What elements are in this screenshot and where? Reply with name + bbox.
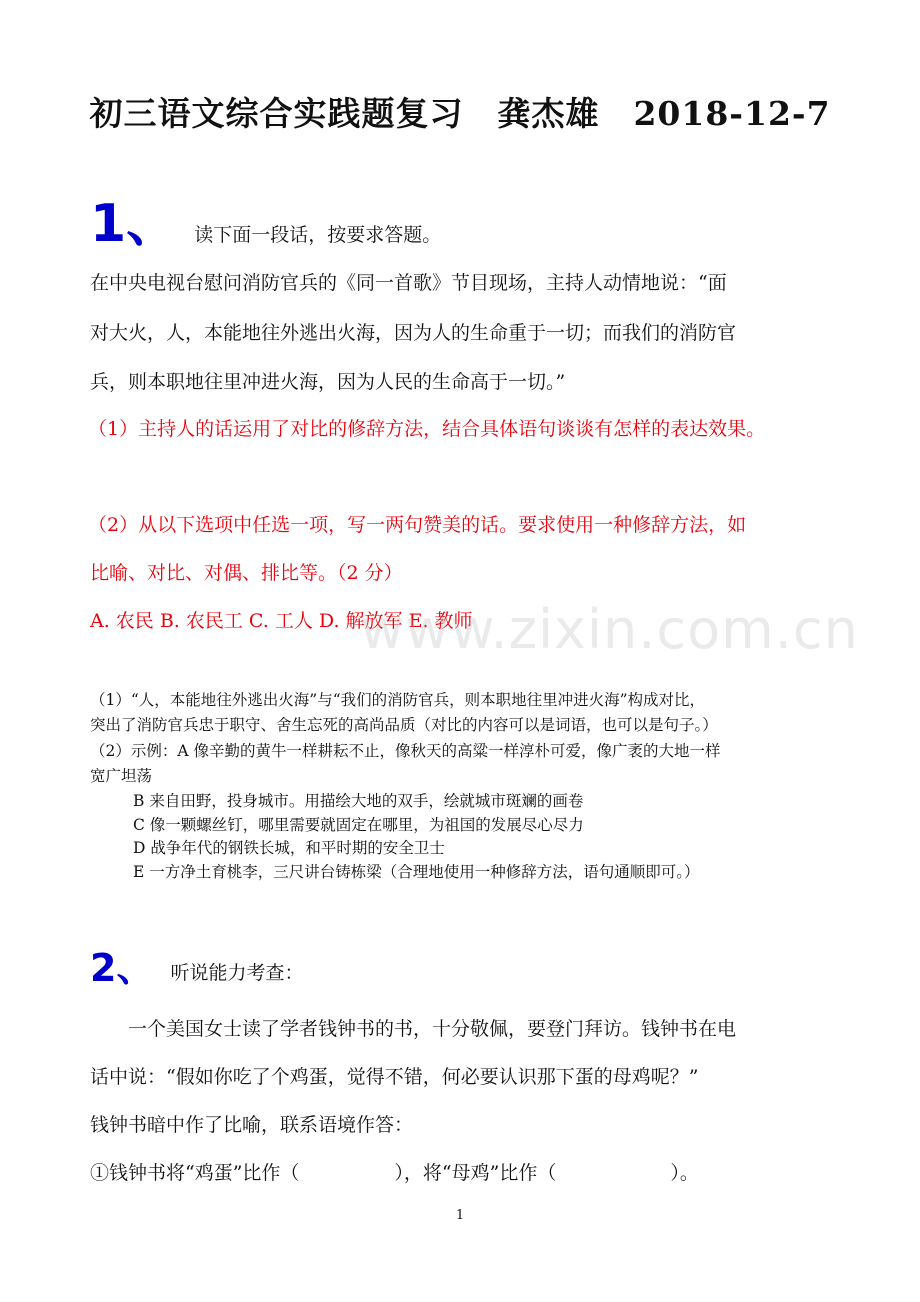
q1-passage-line: 兵，则本职地往里冲进火海，因为人民的生命高于一切。” xyxy=(90,371,566,393)
answer-line: D 战争年代的钢铁长城，和平时期的安全卫士 xyxy=(133,839,445,857)
question-2-number: 2、 xyxy=(90,946,155,990)
question-2-header xyxy=(90,948,303,988)
q1-passage-line: 对大火，人，本能地往外逃出火海，因为人的生命重于一切；而我们的消防官 xyxy=(90,322,737,344)
q2-fill-in-question: ①钱钟书将“鸡蛋”比作（ ），将“母鸡”比作（ ）。 xyxy=(90,1162,699,1184)
page-title: 初三语文综合实践题复习 龚杰雄 2018-12-7 xyxy=(89,94,831,133)
question-1-number: 1、 xyxy=(90,194,179,254)
q2-passage-line: 钱钟书暗中作了比喻，联系语境作答： xyxy=(90,1114,414,1136)
q1-subquestion-2: 比喻、对比、对偶、排比等。（2 分） xyxy=(90,562,403,584)
page-number: 1 xyxy=(455,1208,465,1223)
q2-passage-line: 话中说：“假如你吃了个鸡蛋，觉得不错，何必要认识那下蛋的母鸡呢？” xyxy=(90,1066,699,1088)
answer-line: E 一方净土育桃李，三尺讲台铸栋梁（合理地使用一种修辞方法，语句通顺即可。） xyxy=(133,863,700,881)
answer-line: （1）“人，本能地往外逃出火海”与“我们的消防官兵，则本职地往里冲进火海”构成对比， xyxy=(90,691,706,709)
answer-line: （2）示例：A 像辛勤的黄牛一样耕耘不止，像秋天的高粱一样淳朴可爱，像广袤的大地一样 xyxy=(90,742,721,760)
answer-line: 突出了消防官兵忠于职守、舍生忘死的高尚品质（对比的内容可以是词语，也可以是句子。） xyxy=(90,716,718,734)
watermark: www.zixin.com.cn xyxy=(360,598,859,661)
q1-subquestion-1: （1）主持人的话运用了对比的修辞方法，结合具体语句谈谈有怎样的表达效果。 xyxy=(88,418,766,440)
question-1-header xyxy=(90,194,442,254)
answer-line: 宽广坦荡 xyxy=(90,767,153,785)
question-2-label: 听说能力考查： xyxy=(170,962,304,984)
q1-passage-line: 在中央电视台慰问消防官兵的《同一首歌》节目现场，主持人动情地说：“面 xyxy=(90,272,727,294)
q1-options: A. 农民 B. 农民工 C. 工人 D. 解放军 E. 教师 xyxy=(90,610,473,632)
q2-passage-line: 一个美国女士读了学者钱钟书的书，十分敬佩，要登门拜访。钱钟书在电 xyxy=(90,1018,737,1040)
answer-line: C 像一颗螺丝钉，哪里需要就固定在哪里，为祖国的发展尽心尽力 xyxy=(133,816,584,834)
q1-subquestion-2: （2）从以下选项中任选一项，写一两句赞美的话。要求使用一种修辞方法，如 xyxy=(88,514,747,536)
question-1-label: 读下面一段话，按要求答题。 xyxy=(194,224,442,246)
answer-line: B 来自田野，投身城市。用描绘大地的双手，绘就城市斑斓的画卷 xyxy=(133,792,584,810)
